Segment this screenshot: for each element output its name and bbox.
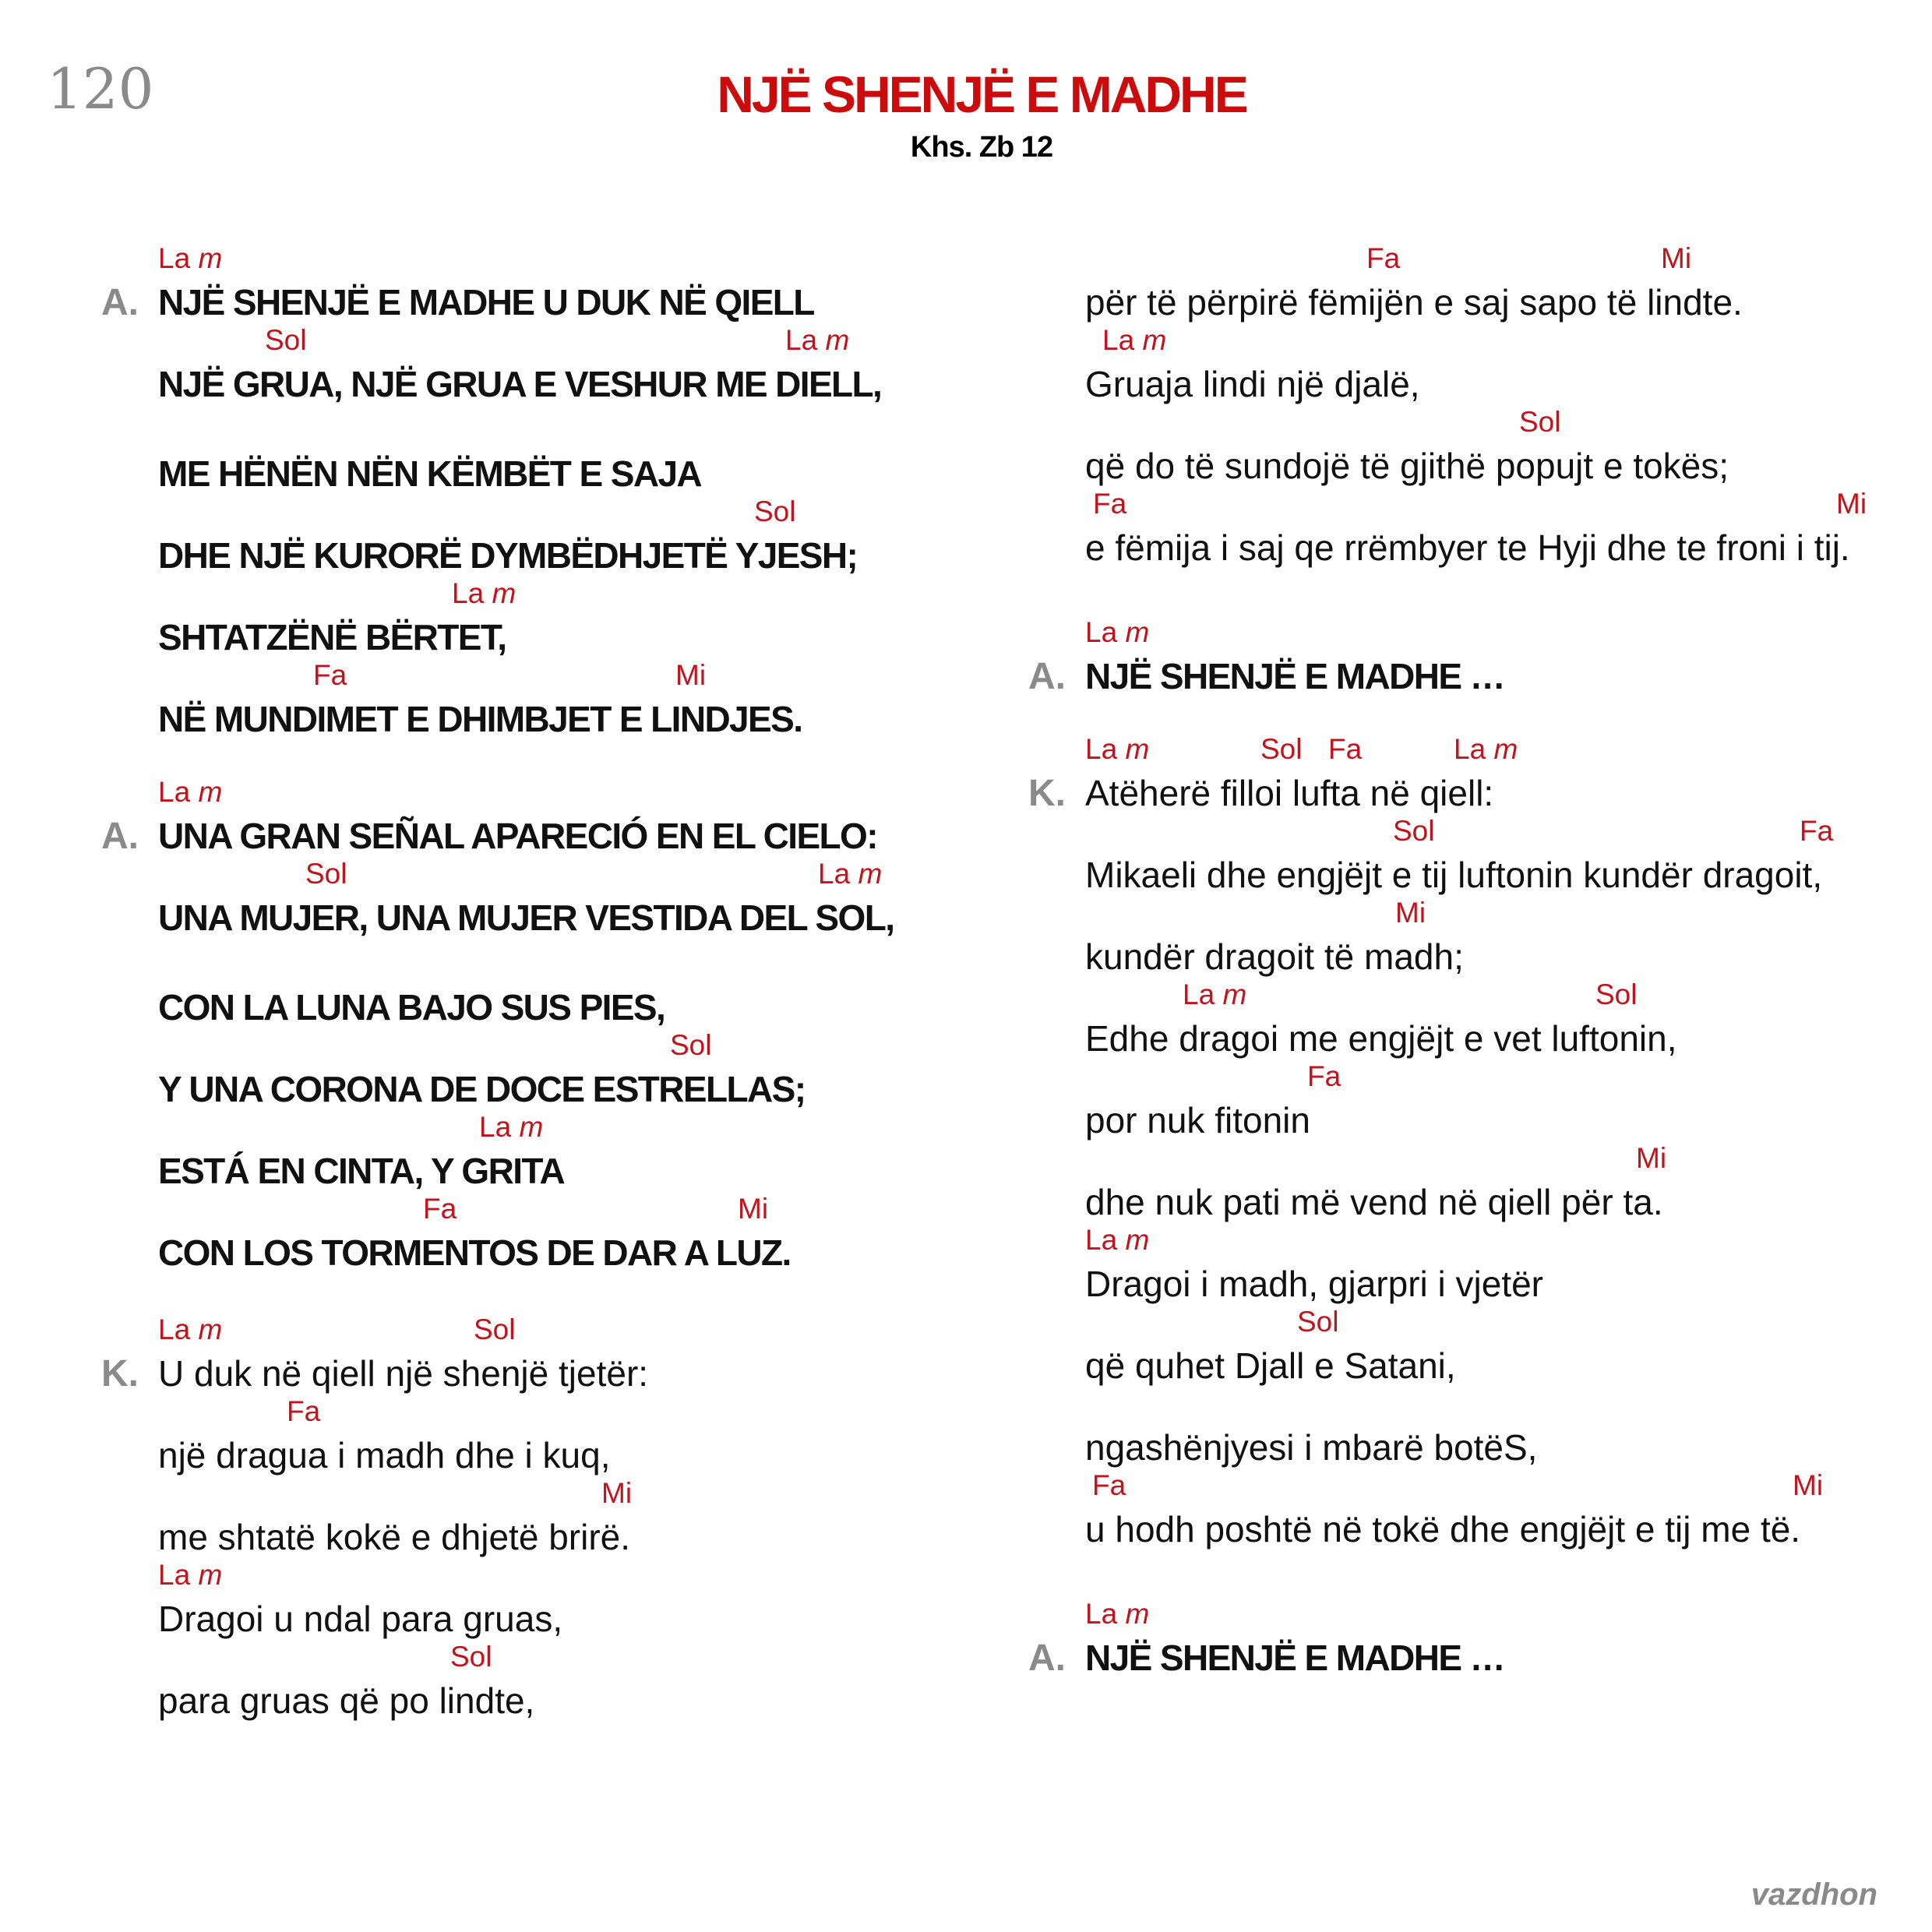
chord-label: La m	[158, 242, 223, 274]
chord-label: La m	[158, 1559, 223, 1591]
lyric-text: që quhet Djall e Satani,	[1085, 1345, 1456, 1386]
page-number: 120	[47, 56, 154, 122]
lyric-line	[1028, 406, 1909, 495]
lyric-text: që do të sundojë të gjithë popujt e tokës;	[1085, 446, 1729, 486]
lyric-text: DHE NJË KURORË DYMBËDHJETË YJESH;	[158, 535, 858, 576]
chord-label: La m	[818, 858, 883, 890]
chord-label: Fa	[1800, 815, 1834, 847]
lyric-line	[101, 1641, 1005, 1729]
lyric-text: UNA MUJER, UNA MUJER VESTIDA DEL SOL,	[158, 897, 894, 938]
left-column	[101, 0, 1005, 1721]
section-label: A.	[1028, 656, 1066, 697]
lyric-text: dhe nuk pati më vend në qiell për ta.	[1085, 1182, 1663, 1222]
lyric-line	[101, 242, 1005, 331]
lyric-text: me shtatë kokë e dhjetë brirë.	[158, 1517, 630, 1557]
lyric-text: ME HËNËN NËN KËMBËT E SAJA	[158, 453, 702, 494]
lyric-text: Dragoi i madh, gjarpri i vjetër	[1085, 1264, 1544, 1304]
lyric-line	[1028, 1469, 1909, 1558]
chord-label: Sol	[450, 1641, 492, 1673]
lyric-line	[101, 1111, 1005, 1200]
chord-label: La m	[1085, 733, 1150, 765]
lyric-line	[101, 659, 1005, 748]
lyric-text: NJË SHENJË E MADHE …	[1085, 1638, 1505, 1678]
lyric-line	[101, 1193, 1005, 1282]
lyric-line	[101, 1029, 1005, 1118]
lyric-text: ESTÁ EN CINTA, Y GRITA	[158, 1151, 565, 1191]
lyric-line	[1028, 1598, 1909, 1687]
lyric-text: NJË GRUA, NJË GRUA E VESHUR ME DIELL,	[158, 364, 882, 404]
lyric-text: U duk në qiell një shenjë tjetër:	[158, 1353, 649, 1394]
lyric-text: për të përpirë fëmijën e saj sapo të lindte.	[1085, 282, 1743, 323]
lyric-line	[1028, 1306, 1909, 1394]
chord-label: Fa	[313, 659, 347, 691]
lyric-line	[101, 577, 1005, 666]
lyric-line	[1028, 488, 1909, 576]
lyric-text: Dragoi u ndal para gruas,	[158, 1599, 563, 1639]
chord-label: Sol	[1595, 978, 1638, 1010]
chord-label: Sol	[1260, 733, 1303, 765]
chord-label: Mi	[675, 659, 707, 691]
chord-label: La m	[1183, 978, 1247, 1010]
continues-watermark: vazdhon	[1750, 1877, 1877, 1912]
lyric-text: NJË SHENJË E MADHE …	[1085, 656, 1505, 696]
lyric-line	[101, 1559, 1005, 1648]
lyric-line	[1028, 733, 1909, 822]
lyric-text: ngashënjyesi i mbarë botëS,	[1085, 1427, 1538, 1468]
chord-label: Sol	[1393, 815, 1435, 847]
lyric-text: NË MUNDIMET E DHIMBJET E LINDJES.	[158, 699, 802, 739]
chord-label: Mi	[1395, 897, 1426, 929]
lyric-line	[1028, 324, 1909, 413]
chord-label: Sol	[1519, 406, 1561, 438]
chord-label: Fa	[287, 1395, 321, 1427]
lyric-text: Atëherë filloi lufta në qiell:	[1085, 773, 1494, 813]
lyric-text: u hodh poshtë në tokë dhe engjëjt e tij me të.	[1085, 1509, 1801, 1549]
lyric-text: Edhe dragoi me engjëjt e vet luftonin,	[1085, 1018, 1677, 1059]
lyric-line	[101, 417, 1005, 502]
chord-label: Fa	[423, 1193, 457, 1225]
chord-label: La m	[1085, 616, 1150, 648]
lyric-line	[1028, 1391, 1909, 1476]
chord-label: Sol	[265, 324, 307, 356]
lyric-line	[1028, 897, 1909, 985]
lyric-text: Y UNA CORONA DE DOCE ESTRELLAS;	[158, 1069, 806, 1109]
chord-label: Sol	[754, 495, 796, 527]
chord-label: Mi	[1636, 1142, 1667, 1174]
lyric-line	[1028, 1142, 1909, 1231]
lyric-text: CON LA LUNA BAJO SUS PIES,	[158, 987, 665, 1028]
chord-label: Mi	[1661, 242, 1692, 274]
lyric-text: para gruas që po lindte,	[158, 1680, 535, 1721]
lyric-text: por nuk fitonin	[1085, 1100, 1310, 1141]
chord-label: Fa	[1307, 1060, 1341, 1092]
lyric-text: një dragua i madh dhe i kuq,	[158, 1435, 611, 1475]
lyric-line	[101, 1395, 1005, 1484]
section-label: A.	[1028, 1638, 1066, 1679]
chord-label: Sol	[670, 1029, 712, 1061]
lyric-line	[1028, 978, 1909, 1067]
lyric-text: CON LOS TORMENTOS DE DAR A LUZ.	[158, 1232, 791, 1273]
chord-label: Fa	[1366, 242, 1401, 274]
lyric-text: e fëmija i saj qe rrëmbyer te Hyji dhe te froni i tij.	[1085, 527, 1850, 568]
section-label: A.	[101, 282, 139, 323]
lyric-line	[1028, 616, 1909, 705]
chord-label: La m	[452, 577, 516, 609]
chord-label: Fa	[1328, 733, 1363, 765]
section-label: A.	[101, 816, 139, 857]
lyric-line	[101, 324, 1005, 413]
chord-label: Sol	[1297, 1306, 1339, 1338]
chord-label: La m	[158, 776, 223, 808]
chord-label: La m	[479, 1111, 544, 1143]
right-column	[1028, 0, 1909, 1714]
lyric-line	[101, 1477, 1005, 1566]
chord-label: Mi	[1836, 488, 1867, 520]
lyric-text: UNA GRAN SEÑAL APARECIÓ EN EL CIELO:	[158, 816, 877, 856]
chord-label: Sol	[305, 858, 347, 890]
scripture-reference: Khs. Zb 12	[910, 131, 1053, 164]
lyric-line	[101, 1313, 1005, 1402]
section-label: K.	[1028, 773, 1066, 814]
lyric-line	[101, 858, 1005, 947]
chord-label: La m	[1102, 324, 1167, 356]
chord-label: La m	[1085, 1224, 1150, 1256]
lyric-text: Gruaja lindi një djalë,	[1085, 364, 1420, 404]
lyric-line	[1028, 815, 1909, 904]
chord-label: Sol	[474, 1313, 516, 1345]
lyric-text: kundër dragoit të madh;	[1085, 936, 1464, 977]
chord-label: Mi	[1793, 1469, 1824, 1501]
chord-label: La m	[158, 1313, 223, 1345]
lyric-line	[101, 950, 1005, 1036]
lyric-text: SHTATZËNË BËRTET,	[158, 617, 506, 658]
lyric-text: Mikaeli dhe engjëjt e tij luftonin kundër dragoit,	[1085, 855, 1823, 895]
lyric-line	[101, 495, 1005, 584]
lyric-line	[101, 776, 1005, 865]
lyric-line	[1028, 242, 1909, 331]
chord-label: Fa	[1092, 1469, 1126, 1501]
lyric-line	[1028, 1060, 1909, 1149]
chord-label: Mi	[738, 1193, 769, 1225]
chord-label: Fa	[1093, 488, 1127, 520]
lyric-text: NJË SHENJË E MADHE U DUK NË QIELL	[158, 282, 814, 323]
chord-label: La m	[785, 324, 850, 356]
section-label: K.	[101, 1353, 139, 1394]
lyric-line	[1028, 1224, 1909, 1313]
chord-label: La m	[1085, 1598, 1150, 1630]
chord-label: Mi	[601, 1477, 633, 1509]
song-title: NJË SHENJË E MADHE	[717, 65, 1246, 123]
chord-label: La m	[1454, 733, 1518, 765]
